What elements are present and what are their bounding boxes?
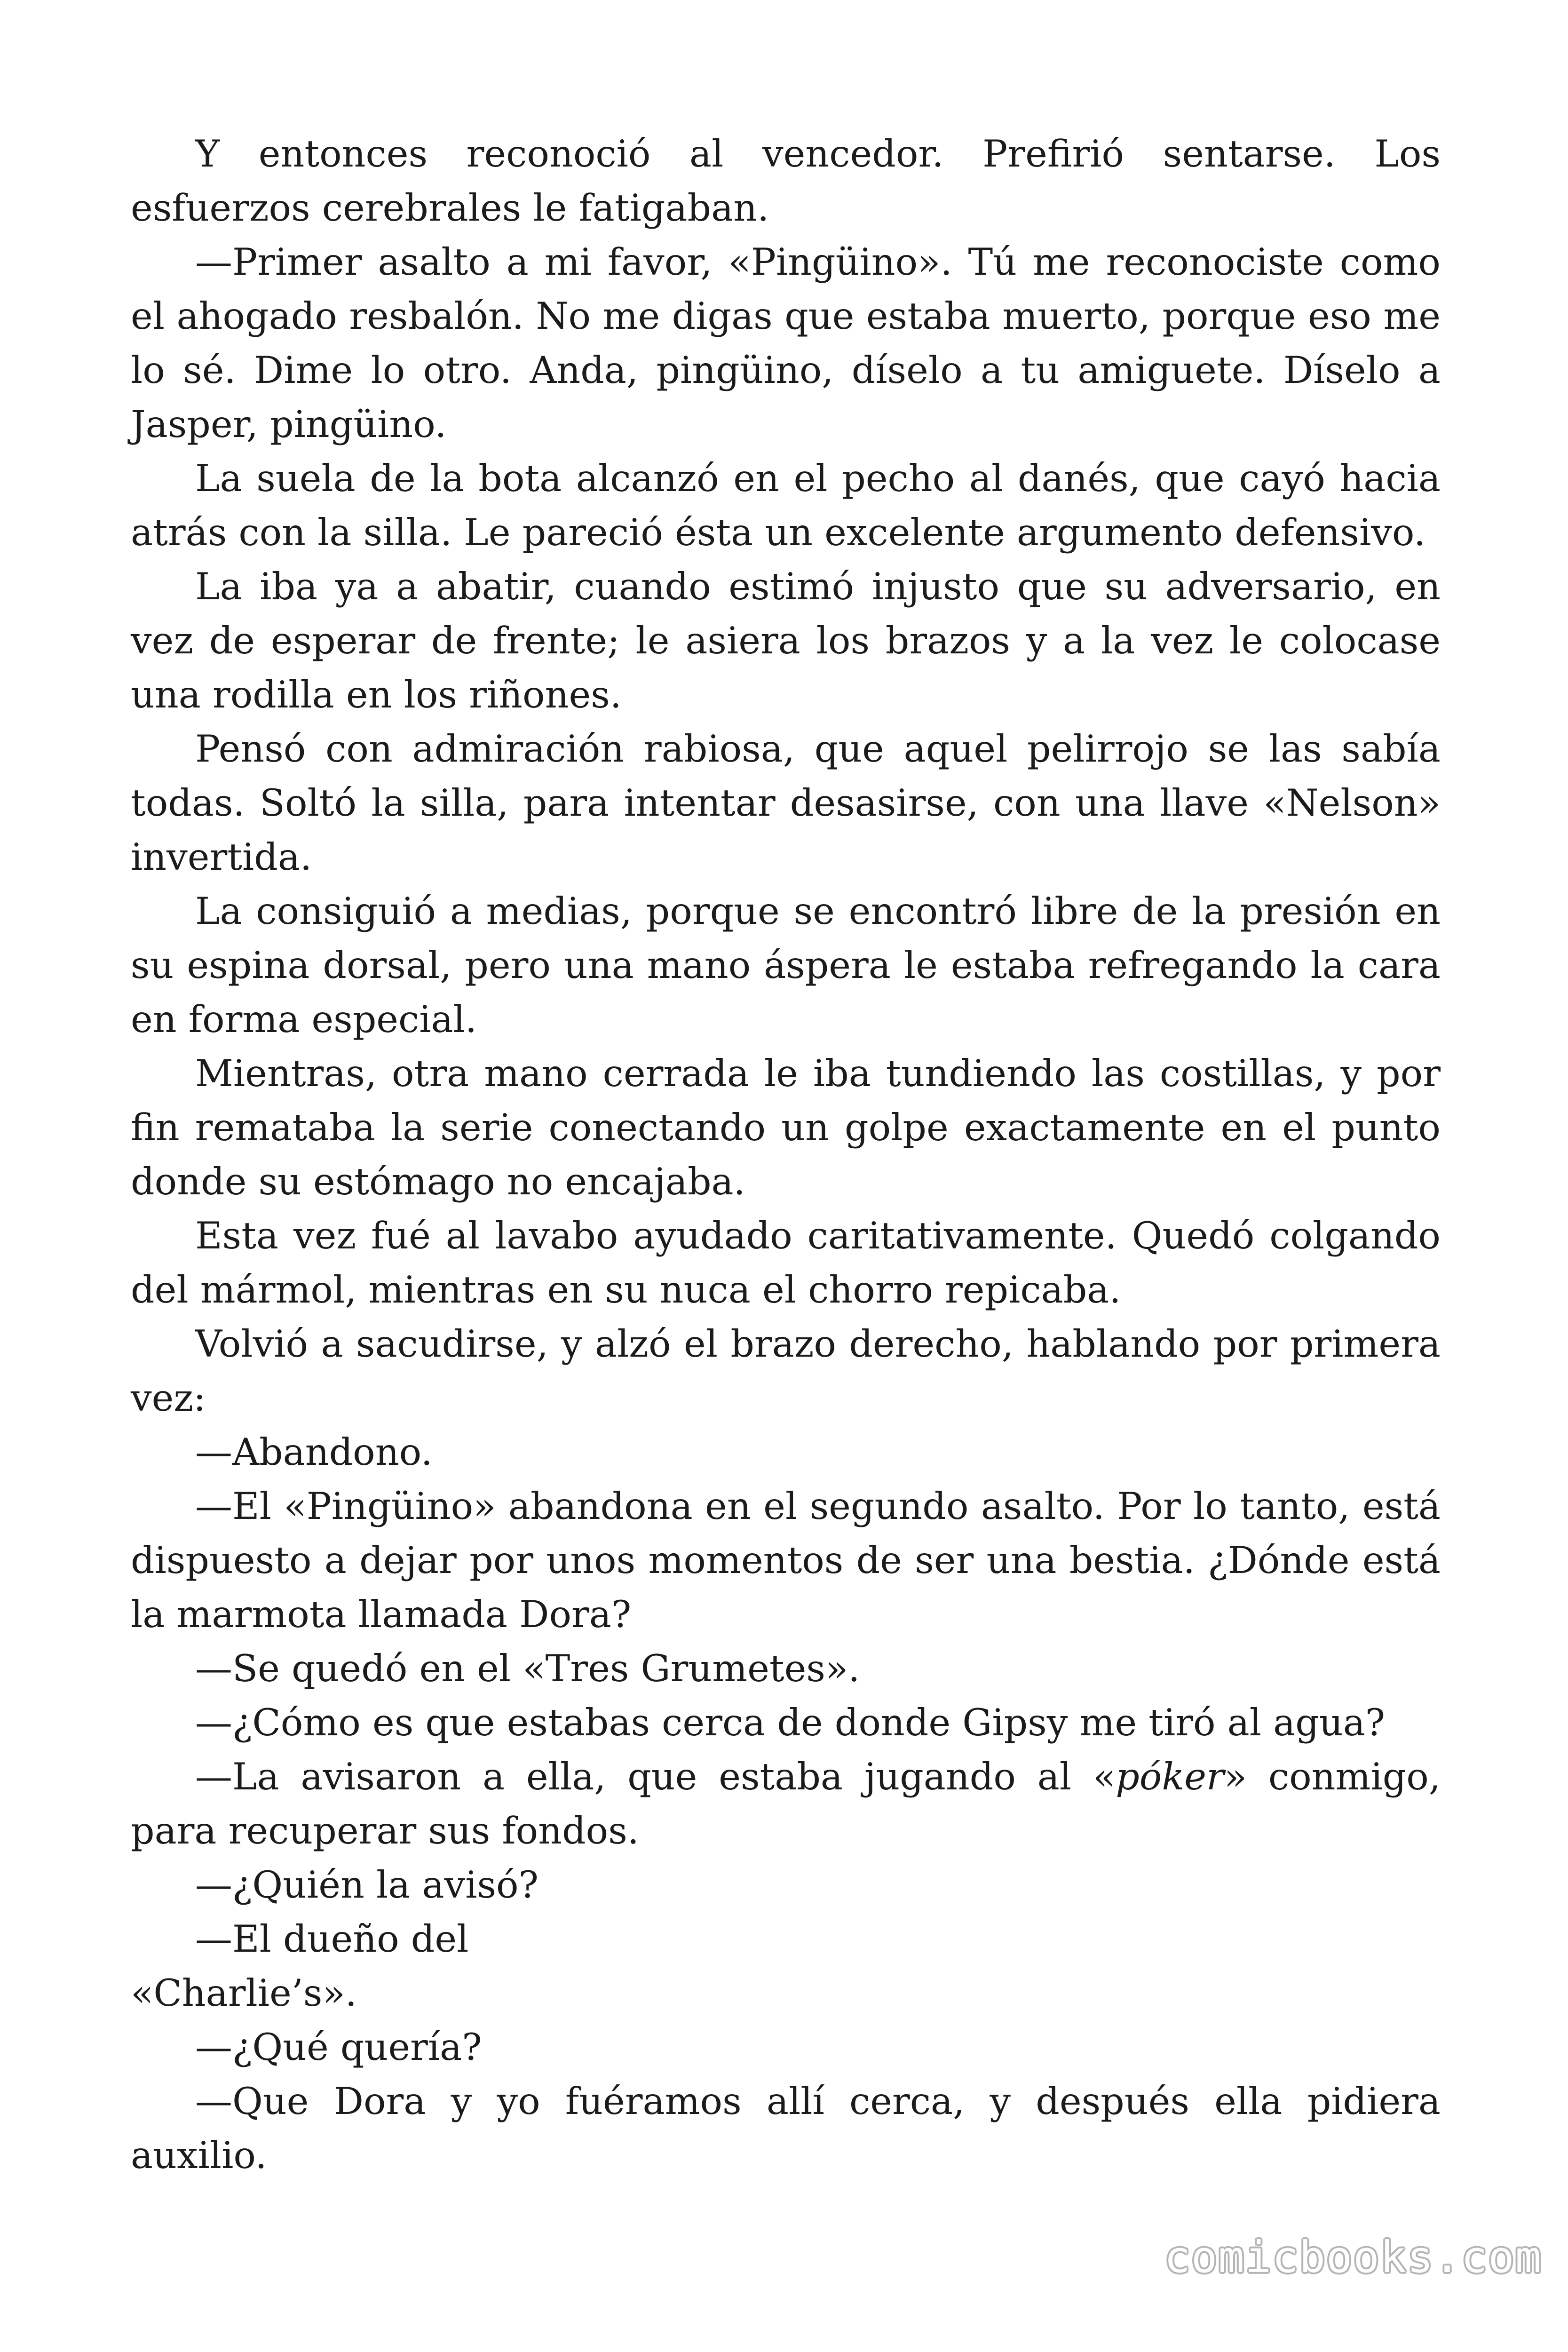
page-text-body bbox=[131, 127, 1441, 2183]
paragraph-18: —¿Qué quería? bbox=[195, 2026, 482, 2069]
paragraph-7: Mientras, otra mano cerrada le iba tundiendo las costillas, y por fin remataba la serie conectando un golpe exactamente en el punto donde su estómago no encajaba. bbox=[131, 1052, 1441, 1203]
paragraph-6: La consiguió a medias, porque se encontró libre de la presión en su espina dorsal, pero una mano áspera le estaba refregando la cara en forma especial. bbox=[131, 890, 1441, 1041]
paragraph-10: —Abandono. bbox=[195, 1430, 433, 1474]
paragraph-19: —Que Dora y yo fuéramos allí cerca, y después ella pidiera auxilio. bbox=[131, 2080, 1441, 2177]
paragraph-5: Pensó con admiración rabiosa, que aquel pelirrojo se las sabía todas. Soltó la silla, para intentar desasirse, con una llave «Nelson» invertida. bbox=[131, 727, 1441, 879]
paragraph-17: «Charlie’s». bbox=[131, 1971, 357, 2015]
paragraph-11: —El «Pingüino» abandona en el segundo asalto. Por lo tanto, está dispuesto a dejar por unos momentos de ser una bestia. ¿Dónde está la marmota llamada Dora? bbox=[131, 1485, 1441, 1636]
paragraph-15: —¿Quién la avisó? bbox=[195, 1863, 539, 1907]
italic-word: póker bbox=[1116, 1755, 1224, 1798]
paragraph-3: La suela de la bota alcanzó en el pecho al danés, que cayó hacia atrás con la silla. Le pareció ésta un excelente argumento defensivo. bbox=[131, 457, 1441, 554]
paragraph-14: —La avisaron a ella, que estaba jugando al «póker» conmigo, para recuperar sus fondos. bbox=[131, 1755, 1441, 1852]
paragraph-1: Y entonces reconoció al vencedor. Prefirió sentarse. Los esfuerzos cerebrales le fatigaban. bbox=[131, 132, 1441, 230]
paragraph-9: Volvió a sacudirse, y alzó el brazo derecho, hablando por primera vez: bbox=[131, 1322, 1441, 1420]
paragraph-16: —El dueño del bbox=[195, 1917, 469, 1961]
watermark-text: comicbooks.com bbox=[1164, 2232, 1542, 2282]
paragraph-2: —Primer asalto a mi favor, «Pingüino». Tú me reconociste como el ahogado resbalón. No me digas que estaba muerto, porque eso me lo sé. Dime lo otro. Anda, pingüino, díselo a tu amiguete. Díselo a Jasper, pingüino. bbox=[131, 240, 1441, 446]
paragraph-12: —Se quedó en el «Tres Grumetes». bbox=[195, 1647, 860, 1690]
paragraph-4: La iba ya a abatir, cuando estimó injusto que su adversario, en vez de esperar de frente; le asiera los brazos y a la vez le colocase una rodilla en los riñones. bbox=[131, 565, 1441, 716]
paragraph-13: —¿Cómo es que estabas cerca de donde Gipsy me tiró al agua? bbox=[195, 1701, 1386, 1744]
paragraph-8: Esta vez fué al lavabo ayudado caritativamente. Quedó colgando del mármol, mientras en su nuca el chorro repicaba. bbox=[131, 1214, 1441, 1311]
